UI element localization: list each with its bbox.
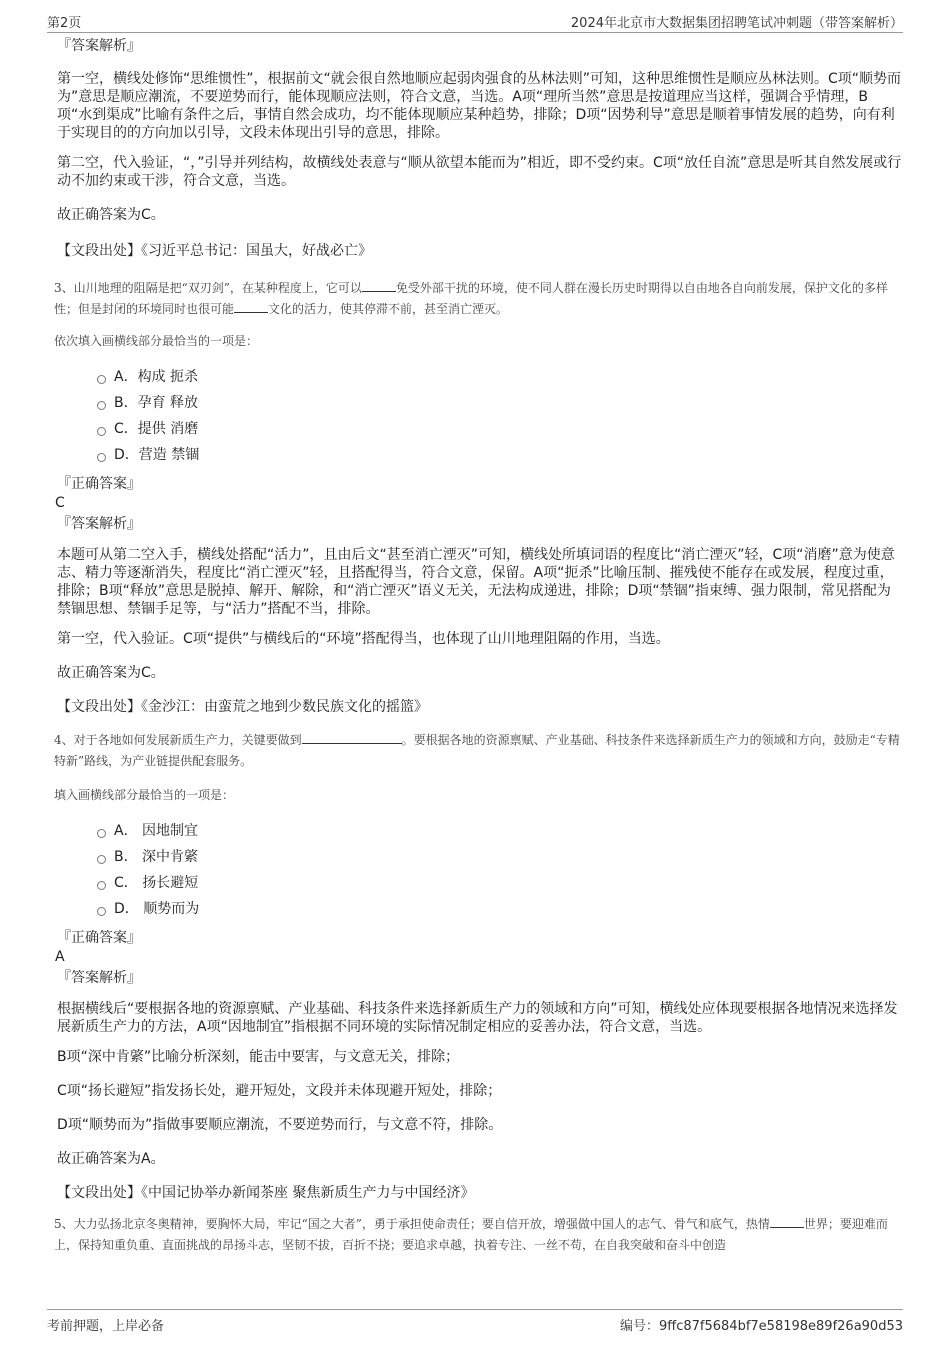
footer-slogan: 考前押题，上岸必备 — [47, 1319, 165, 1334]
question-3-stem — [54, 278, 903, 320]
option-label: C．提供 消磨 — [114, 421, 199, 437]
analysis-paragraph: 第一空，代入验证。C项“提供”与横线后的“环境”搭配得当，也体现了山川地理阻隔的作用，当选。 — [57, 631, 670, 647]
analysis-paragraph: B项“深中肯綮”比喻分析深刻，能击中要害，与文意无关，排除； — [57, 1049, 460, 1065]
question-3-stem-part: 文化的活力，使其停滞不前，甚至消亡湮灭。 — [268, 302, 509, 316]
analysis-paragraph: D项“顺势而为”指做事要顺应潮流，不要逆势而行，与文意不符，排除。 — [57, 1117, 503, 1133]
page-content — [54, 36, 903, 1256]
option-label: A． 因地制宜 — [114, 823, 199, 839]
analysis-paragraph: 本题可从第二空入手，横线处搭配“活力”，且由后文“甚至消亡湮灭”可知，横线处所填词语的程度比“消亡湮灭”轻，C项“消磨”意为使意志、精力等逐渐消失，程度比“消亡湮灭”轻，且搭配得当，符合文意，保留。A项“扼杀”比喻压制、摧残使不能存在或发展，程度过重，排除；B项“释放”意思是脱掉、解开、解除，和“消亡湮灭”语义无关，无法构成递进，排除；D项“禁锢”指束缚、强力限制，常见搭配为禁锢思想、禁锢手足等，与“活力”搭配不当，排除。 — [57, 547, 895, 617]
correct-answer-label: 『正确答案』 — [57, 930, 141, 946]
analysis-paragraph: 根据横线后“要根据各地的资源禀赋、产业基础、科技条件来选择新质生产力的领域和方向”可知，横线处应体现要根据各地情况来选择发展新质生产力的方法，A项“因地制宜”指根据不同环境的实际情况制定相应的妥善办法，符合文意，当选。 — [57, 1001, 898, 1035]
analysis-paragraph: C项“扬长避短”指发扬长处，避开短处，文段并未体现避开短处，排除； — [57, 1083, 502, 1099]
answer-blank — [770, 1215, 804, 1228]
analysis-label: 『答案解析』 — [57, 38, 141, 54]
option-label: D． 顺势而为 — [114, 901, 200, 917]
option-d[interactable] — [97, 442, 903, 468]
radio-icon[interactable] — [97, 453, 106, 462]
question-3-instruction: 依次填入画横线部分最恰当的一项是： — [54, 334, 259, 348]
option-c[interactable] — [97, 416, 903, 442]
option-c[interactable] — [97, 870, 903, 896]
question-4-stem — [54, 730, 903, 772]
page-header — [47, 10, 903, 33]
question-4-options — [97, 818, 903, 922]
option-a[interactable] — [97, 818, 903, 844]
radio-icon[interactable] — [97, 881, 106, 890]
option-label: B．孕育 释放 — [114, 395, 199, 411]
option-label: B． 深中肯綮 — [114, 849, 199, 865]
option-b[interactable] — [97, 390, 903, 416]
radio-icon[interactable] — [97, 907, 106, 916]
page-number: 第2页 — [47, 16, 82, 31]
question-3-stem-part: 免受外部干扰的环境，使不同人群在漫长历史时期得以自由地各自向前发展，保护文化的多样性；但是封闭的环境同时也很可能 — [54, 281, 888, 316]
answer-blank — [234, 300, 268, 313]
radio-icon[interactable] — [97, 401, 106, 410]
radio-icon[interactable] — [97, 855, 106, 864]
radio-icon[interactable] — [97, 829, 106, 838]
question-3-stem-part: 3、山川地理的阻隔是把“双刃剑”，在某种程度上，它可以 — [54, 281, 362, 295]
question-5-stem-part: 世界；要迎难而上，保持知重负重、直面挑战的昂扬斗志，坚韧不拔，百折不挠；要追求卓越，执着专注、一丝不苟，在自我突破和奋斗中创造 — [54, 1217, 888, 1252]
answer-blank — [302, 731, 402, 744]
option-b[interactable] — [97, 844, 903, 870]
page-footer — [47, 1309, 903, 1338]
answer-conclusion: 故正确答案为C。 — [57, 207, 165, 223]
question-5-stem-part: 5、大力弘扬北京冬奥精神，要胸怀大局，牢记“国之大者”，勇于承担使命责任；要自信开放，增强做中国人的志气、骨气和底气，热情 — [54, 1217, 770, 1231]
analysis-paragraph: 第一空，横线处修饰“思维惯性”，根据前文“就会很自然地顺应起弱肉强食的丛林法则”可知，这种思维惯性是顺应丛林法则。C项“顺势而为”意思是顺应潮流，不要逆势而行，能体现顺应法则，符合文意，当选。A项“理所当然”意思是按道理应当这样，强调合乎情理，B项“水到渠成”比喻有条件之后，事情自然会成功，均不能体现顺应某种趋势，排除；D项“因势利导”意思是顺着事情发展的趋势，向有利于实现目的的方向加以引导，文段未体现出引导的意思，排除。 — [57, 71, 902, 141]
correct-answer-label: 『正确答案』 — [57, 476, 141, 492]
document-code: 编号：9ffc87f5684bf7e58198e89f26a90d53 — [620, 1319, 903, 1334]
correct-answer: A — [55, 949, 65, 965]
radio-icon[interactable] — [97, 427, 106, 436]
source-citation: 【文段出处】《金沙江：由蛮荒之地到少数民族文化的摇篮》 — [57, 699, 428, 715]
option-d[interactable] — [97, 896, 903, 922]
answer-conclusion: 故正确答案为C。 — [57, 665, 165, 681]
document-title: 2024年北京市大数据集团招聘笔试冲刺题（带答案解析） — [570, 16, 903, 31]
source-citation: 【文段出处】《习近平总书记：国虽大，好战必亡》 — [57, 243, 372, 259]
option-a[interactable] — [97, 364, 903, 390]
source-citation: 【文段出处】《中国记协举办新闻茶座 聚焦新质生产力与中国经济》 — [57, 1185, 475, 1201]
correct-answer: C — [55, 495, 65, 511]
option-label: A．构成 扼杀 — [114, 369, 199, 385]
question-5-stem — [54, 1214, 903, 1256]
question-4-stem-part: 4、对于各地如何发展新质生产力，关键要做到 — [54, 733, 302, 747]
question-3-options — [97, 364, 903, 468]
answer-blank — [362, 279, 396, 292]
question-4-stem-part: 。要根据各地的资源禀赋、产业基础、科技条件来选择新质生产力的领域和方向，鼓励走“专精特新”路线，为产业链提供配套服务。 — [54, 733, 900, 768]
question-4-instruction: 填入画横线部分最恰当的一项是： — [54, 788, 235, 802]
analysis-label: 『答案解析』 — [57, 516, 141, 532]
option-label: D．营造 禁锢 — [114, 447, 200, 463]
option-label: C． 扬长避短 — [114, 875, 199, 891]
analysis-paragraph: 第二空，代入验证，“，”引导并列结构，故横线处表意与“顺从欲望本能而为”相近，即不受约束。C项“放任自流”意思是听其自然发展或行动不加约束或干涉，符合文意，当选。 — [57, 155, 902, 189]
radio-icon[interactable] — [97, 375, 106, 384]
analysis-label: 『答案解析』 — [57, 970, 141, 986]
answer-conclusion: 故正确答案为A。 — [57, 1151, 165, 1167]
